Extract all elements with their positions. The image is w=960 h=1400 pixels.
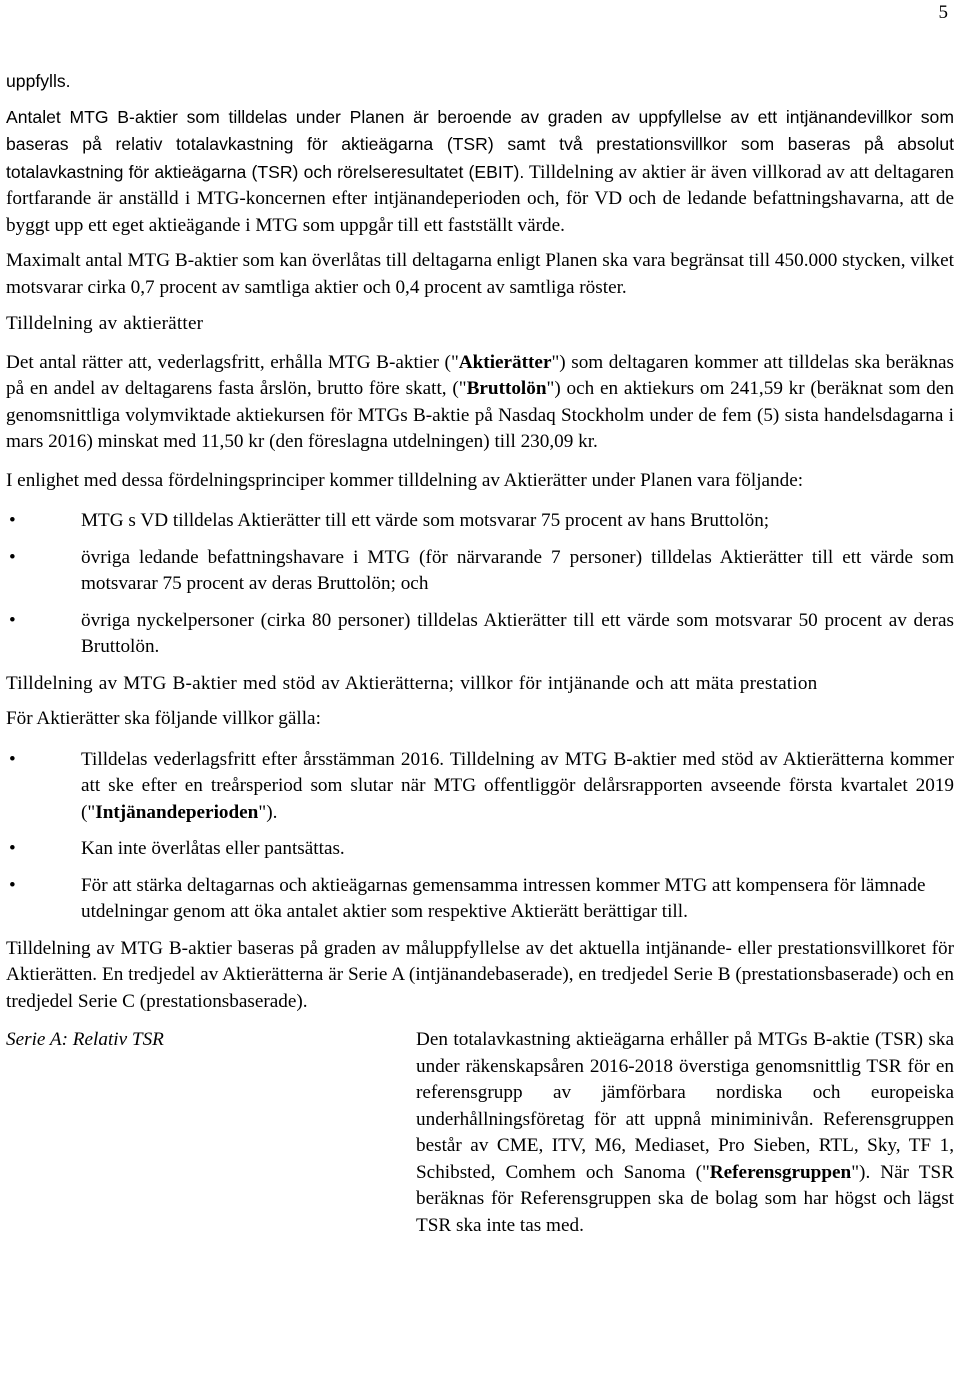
bullet-icon: • <box>9 546 16 568</box>
list-item <box>6 608 954 661</box>
list-item-text: övriga nyckelpersoner (cirka 80 personer) tilldelas Aktierätter till ett värde som motsvarar 50 procent av deras Bruttolön. <box>81 609 954 657</box>
bullet-icon: • <box>9 609 16 631</box>
bullet-icon: • <box>9 510 16 531</box>
paragraph-plan-conditions <box>6 104 954 240</box>
text-span: ") som deltagaren kommer att tilldelas ska beräknas på en andel av deltagarens fasta årslön, brutto före skatt, (" <box>6 351 954 399</box>
serie-a-row <box>6 1027 954 1239</box>
heading-tilldelning-aktierattar: Tilldelning av aktierätter <box>6 313 204 334</box>
defined-term-referensgruppen: Referensgruppen <box>709 1161 852 1183</box>
text-span: Den totalavkastning aktieägarna erhåller på MTGs B-aktie (TSR) ska under räkenskapsåren 2016-2018 överstiga genomsnittlig TSR för en referensgrupp av jämförbara nordiska och europeiska underhållningsföretag för att uppnå miniminivån. Referensgruppen består av CME, ITV, M6, Mediaset, Pro Sieben, RTL, Sky, TF 1, Schibsted, Comhem och Sanoma (" <box>416 1029 954 1183</box>
paragraph-villkor-intro: För Aktierätter ska följande villkor gälla: <box>6 708 321 729</box>
text-span: "). <box>258 801 278 823</box>
list-item-text: övriga ledande befattningshavare i MTG (för närvarande 7 personer) tilldelas Aktierätter till ett värde som motsvarar 75 procent av deras Bruttolön; och <box>81 546 954 594</box>
list-villkor <box>6 747 954 926</box>
text-fragment: uppfylls. <box>6 71 71 91</box>
list-item-text: För att stärka deltagarnas och aktieägarnas gemensamma intressen kommer MTG att kompensera för lämnade utdelningar genom att öka antalet aktier som respektive Aktierätt berättigar till. <box>81 874 926 922</box>
list-allocation <box>6 508 954 661</box>
page-number: 5 <box>938 2 948 23</box>
text-span: ") och en aktiekurs om 241,59 kr (beräknat som den genomsnittliga volymviktade aktiekursen för MTGs B-aktie på Nasdaq Stockholm under de fem (5) sista handelsdagarna i mars 2016) minskat med 11,50 kr (den föreslagna utdelningen) till 230,09 kr. <box>6 378 955 452</box>
defined-term-intjanandeperioden: Intjänandeperioden <box>95 801 259 823</box>
document-body <box>6 68 954 1239</box>
text-span: "). När TSR beräknas för Referensgruppen ska de bolag som har högst och lägst TSR ska inte tas med. <box>416 1161 954 1236</box>
bullet-icon: • <box>9 874 16 896</box>
list-item <box>6 545 954 598</box>
paragraph-max-shares: Maximalt antal MTG B-aktier som kan överlåtas till deltagarna enligt Planen ska vara begränsat till 450.000 stycken, vilket motsvarar cirka 0,7 procent av samtliga aktier och 0,4 procent av samtliga röster. <box>6 250 954 298</box>
paragraph-aktierattar-definition <box>6 350 954 456</box>
text-span: Tilldelas vederlagsfritt efter årsstämman 2016. Tilldelning av MTG B-aktier med stöd av Aktierätterna kommer att ske efter en treårsperiod som slutar när MTG offentliggör delårsrapporten avseende första kvartalet 2019 (" <box>81 748 954 823</box>
serie-a-label: Serie A: Relativ TSR <box>6 1029 164 1050</box>
defined-term-bruttolon: Bruttolön <box>466 378 547 399</box>
bullet-icon: • <box>9 838 16 859</box>
list-item <box>6 747 954 827</box>
list-item <box>6 873 954 926</box>
paragraph-plan-conditions-part2: Tilldelning av aktier är även villkorad av att deltagaren fortfarande är anställd i MTG-koncernen efter intjänandeperioden och, för VD och de ledande befattningshavarna, att de byggt upp ett eget aktieägande i MTG som uppgår till ett fastställt värde. <box>6 161 954 236</box>
paragraph-fordelningsprinciper: I enlighet med dessa fördelningsprinciper kommer tilldelning av Aktierätter under Planen vara följande: <box>6 469 804 491</box>
list-item <box>6 836 954 863</box>
defined-term-aktierattar: Aktierätter <box>458 351 552 373</box>
list-item-text: MTG s VD tilldelas Aktierätter till ett värde som motsvarar 75 procent av hans Bruttolön; <box>81 510 770 531</box>
bullet-icon: • <box>9 748 16 770</box>
list-item <box>6 508 954 535</box>
paragraph-serie-overview: Tilldelning av MTG B-aktier baseras på graden av måluppfyllelse av det aktuella intjänande- eller prestationsvillkoret för Aktierätten. En tredjedel av Aktierätterna är Serie A (intjänandebaserade), en tredjedel Serie B (prestationsbaserade) och en tredjedel Serie C (prestationsbaserade). <box>6 937 954 1012</box>
list-item-text: Kan inte överlåtas eller pantsättas. <box>81 838 345 859</box>
serie-a-description <box>416 1027 954 1239</box>
paragraph-plan-conditions-part1: Antalet MTG B-aktier som tilldelas under Planen är beroende av graden av uppfyllelse av ett intjänandevillkor som baseras på relativ totalavkastning för aktieägarna (TSR) samt två prestationsvillkor som baseras på absolut totalavkastning för aktieägarna (TSR) och rörelseresultatet (EBIT). <box>6 106 954 182</box>
text-span: Det antal rätter att, vederlagsfritt, erhålla MTG B-aktier (" <box>6 351 459 373</box>
heading-tilldelning-villkor: Tilldelning av MTG B-aktier med stöd av Aktierätterna; villkor för intjänande och att mäta prestation <box>6 672 818 694</box>
